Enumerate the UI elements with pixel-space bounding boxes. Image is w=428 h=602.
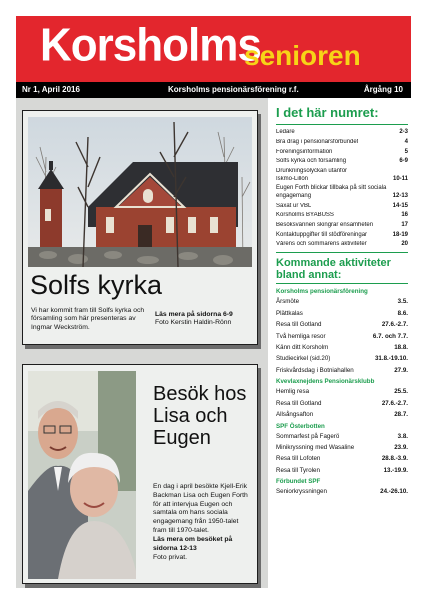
- event-item: [276, 411, 408, 418]
- event-label: Resa till Lofoten: [276, 455, 321, 463]
- event-date: 8.6.: [397, 309, 408, 317]
- toc-item: [276, 158, 408, 166]
- toc-item-label: Eugen Forth blickar tillbaka på sitt sociala engagemang: [276, 185, 387, 199]
- event-label: Plättkalas: [276, 309, 303, 317]
- event-date: 3.5.: [397, 298, 408, 306]
- feature1-text: Vi har kommit fram till Solfs kyrka och församling som här presenteras av Ingmar Weckström.: [31, 307, 145, 331]
- toc-item: [276, 185, 408, 200]
- toc-item: [276, 232, 408, 240]
- toc-item-label: Vårens och sommarens aktiviteter: [276, 241, 367, 248]
- events-heading-divider: [276, 283, 408, 284]
- event-date: 18.8.: [394, 343, 408, 351]
- feature1-more: [155, 311, 255, 328]
- volume-label: Årgång 10: [363, 85, 403, 94]
- event-date: 28.7.: [394, 411, 408, 419]
- event-date: 13.-19.9.: [383, 466, 408, 474]
- masthead-subtitle: senioren: [244, 40, 361, 71]
- toc-item-label: Saxat ur VBL: [276, 202, 312, 209]
- event-date: 25.5.: [394, 388, 408, 396]
- toc-item-page: 18-19: [392, 231, 408, 238]
- event-item: [276, 388, 408, 395]
- masthead-title: Korsholms: [40, 19, 261, 72]
- event-label: Två hemliga resor: [276, 332, 326, 340]
- feature1-title: Solfs kyrka: [30, 270, 163, 300]
- feature-card-visit: [22, 364, 258, 584]
- event-item: [276, 344, 408, 351]
- toc-item: [276, 176, 408, 184]
- feature2-title: Besök hos Lisa och Eugen: [153, 383, 247, 449]
- event-item: [276, 488, 408, 495]
- event-label: Allsångsafton: [276, 411, 314, 419]
- event-item: [276, 355, 408, 362]
- event-item: [276, 298, 408, 305]
- toc-item: [276, 149, 408, 157]
- toc-item-label: Korsholms BYABUSS: [276, 212, 334, 219]
- event-item: [276, 433, 408, 440]
- issue-bar: [16, 82, 411, 98]
- event-date: 24.-26.10.: [380, 488, 408, 496]
- masthead: [16, 16, 411, 82]
- event-date: 6.7. och 7.7.: [372, 332, 408, 340]
- event-date: 27.6.-2.7.: [381, 399, 408, 407]
- feature2-credit: Foto privat.: [153, 553, 187, 561]
- event-date: 27.9.: [394, 366, 408, 374]
- toc-heading: I det här numret:: [276, 105, 379, 120]
- event-item: [276, 444, 408, 451]
- church-illustration: [28, 117, 252, 267]
- toc-item: [276, 241, 408, 249]
- toc-item-page: 6-9: [399, 158, 408, 165]
- event-date: 3.8.: [397, 432, 408, 440]
- event-label: Friskvårdsdag i Botniahallen: [276, 366, 354, 374]
- event-label: Årsmöte: [276, 298, 300, 306]
- toc-item-label: Bra drag i pensionärsförbundet: [276, 138, 359, 145]
- feature2-text: En dag i april besökte Kjell-Erik Backman Lisa och Eugen Forth för att intervjua Eugen och samtala om hans sociala engagemang från 1950-talet fram till 1970-talet.: [153, 483, 248, 535]
- events-divider: [276, 252, 408, 253]
- event-label: Resa till Gotland: [276, 399, 322, 407]
- toc-item-page: 16: [401, 212, 408, 219]
- toc-item-label: Solfs kyrka och församling: [276, 158, 347, 165]
- toc-item-page: 4: [404, 138, 408, 145]
- toc-item-label: Besöksvännen skingrar ensamheten: [276, 222, 374, 229]
- toc-item: [276, 129, 408, 137]
- table-of-contents: [276, 106, 408, 500]
- event-label: Seniorkryssningen: [276, 488, 327, 496]
- events-heading: Kommande aktiviteter bland annat:: [276, 257, 391, 282]
- feature1-credit: Foto Kerstin Haldin-Rönn: [155, 319, 232, 327]
- toc-item-label: Kontaktuppgifter till stödföreningar: [276, 231, 368, 238]
- toc-item-label: Iskmo-Lillön: [276, 175, 309, 182]
- event-label: Studiecirkel (sid.20): [276, 355, 331, 363]
- event-label: Känn ditt Korsholm: [276, 343, 329, 351]
- event-label: Minikryssning med Wasaline: [276, 444, 355, 452]
- event-item: [276, 310, 408, 317]
- toc-item: [276, 212, 408, 220]
- toc-item: [276, 203, 408, 211]
- toc-item-label: Ledare: [276, 129, 295, 136]
- event-label: Resa till Gotland: [276, 321, 322, 329]
- toc-item-page: 20: [401, 241, 408, 248]
- toc-item-label: Föreningsinformation: [276, 148, 333, 155]
- event-date: 31.8.-19.10.: [374, 355, 408, 363]
- event-item: [276, 455, 408, 462]
- toc-item-page: 5: [404, 148, 408, 155]
- church-photo: [28, 117, 252, 267]
- toc-item-page: 17: [401, 222, 408, 229]
- event-group-title: SPF Österbotten: [276, 422, 325, 430]
- event-item: [276, 321, 408, 328]
- toc-item-page: 10-11: [392, 175, 408, 182]
- event-group-title: Förbundet SPF: [276, 478, 321, 486]
- event-item: [276, 400, 408, 407]
- toc-item: [276, 139, 408, 147]
- toc-item-page: 2-3: [399, 129, 408, 136]
- feature-card-church: [22, 110, 258, 345]
- event-label: Resa till Tyrolen: [276, 466, 320, 474]
- event-label: Sommarfest på Fagerö: [276, 432, 340, 440]
- publisher-name: Korsholms pensionärsförening r.f.: [168, 85, 299, 94]
- event-item: [276, 467, 408, 474]
- event-date: 23.9.: [394, 444, 408, 452]
- toc-item-page: 12-13: [392, 193, 408, 199]
- couple-illustration: [28, 371, 136, 579]
- event-group-title: Kvevlaxnejdens Pensionärsklubb: [276, 378, 375, 386]
- toc-item: [276, 168, 408, 176]
- toc-item-label: Drunkningsolyckan utanför: [276, 167, 348, 174]
- event-item: [276, 367, 408, 374]
- toc-divider: [276, 124, 408, 125]
- event-label: Hemlig resa: [276, 388, 310, 396]
- issue-number: Nr 1, April 2016: [22, 85, 80, 94]
- toc-item-page: 14-15: [392, 202, 408, 209]
- feature2-text-block: [153, 483, 253, 562]
- feature2-more-link: Läs mera om besöket på sidorna 12-13: [153, 535, 233, 552]
- event-item: [276, 333, 408, 340]
- event-date: 27.6.-2.7.: [381, 321, 408, 329]
- event-date: 28.8.-3.9.: [381, 455, 408, 463]
- toc-item: [276, 222, 408, 230]
- feature1-more-link: Läs mera på sidorna 6-9: [155, 311, 233, 318]
- event-group-title: Korsholms pensionärsförening: [276, 288, 368, 296]
- couple-photo: [28, 371, 136, 579]
- toc-item-page: [406, 168, 408, 176]
